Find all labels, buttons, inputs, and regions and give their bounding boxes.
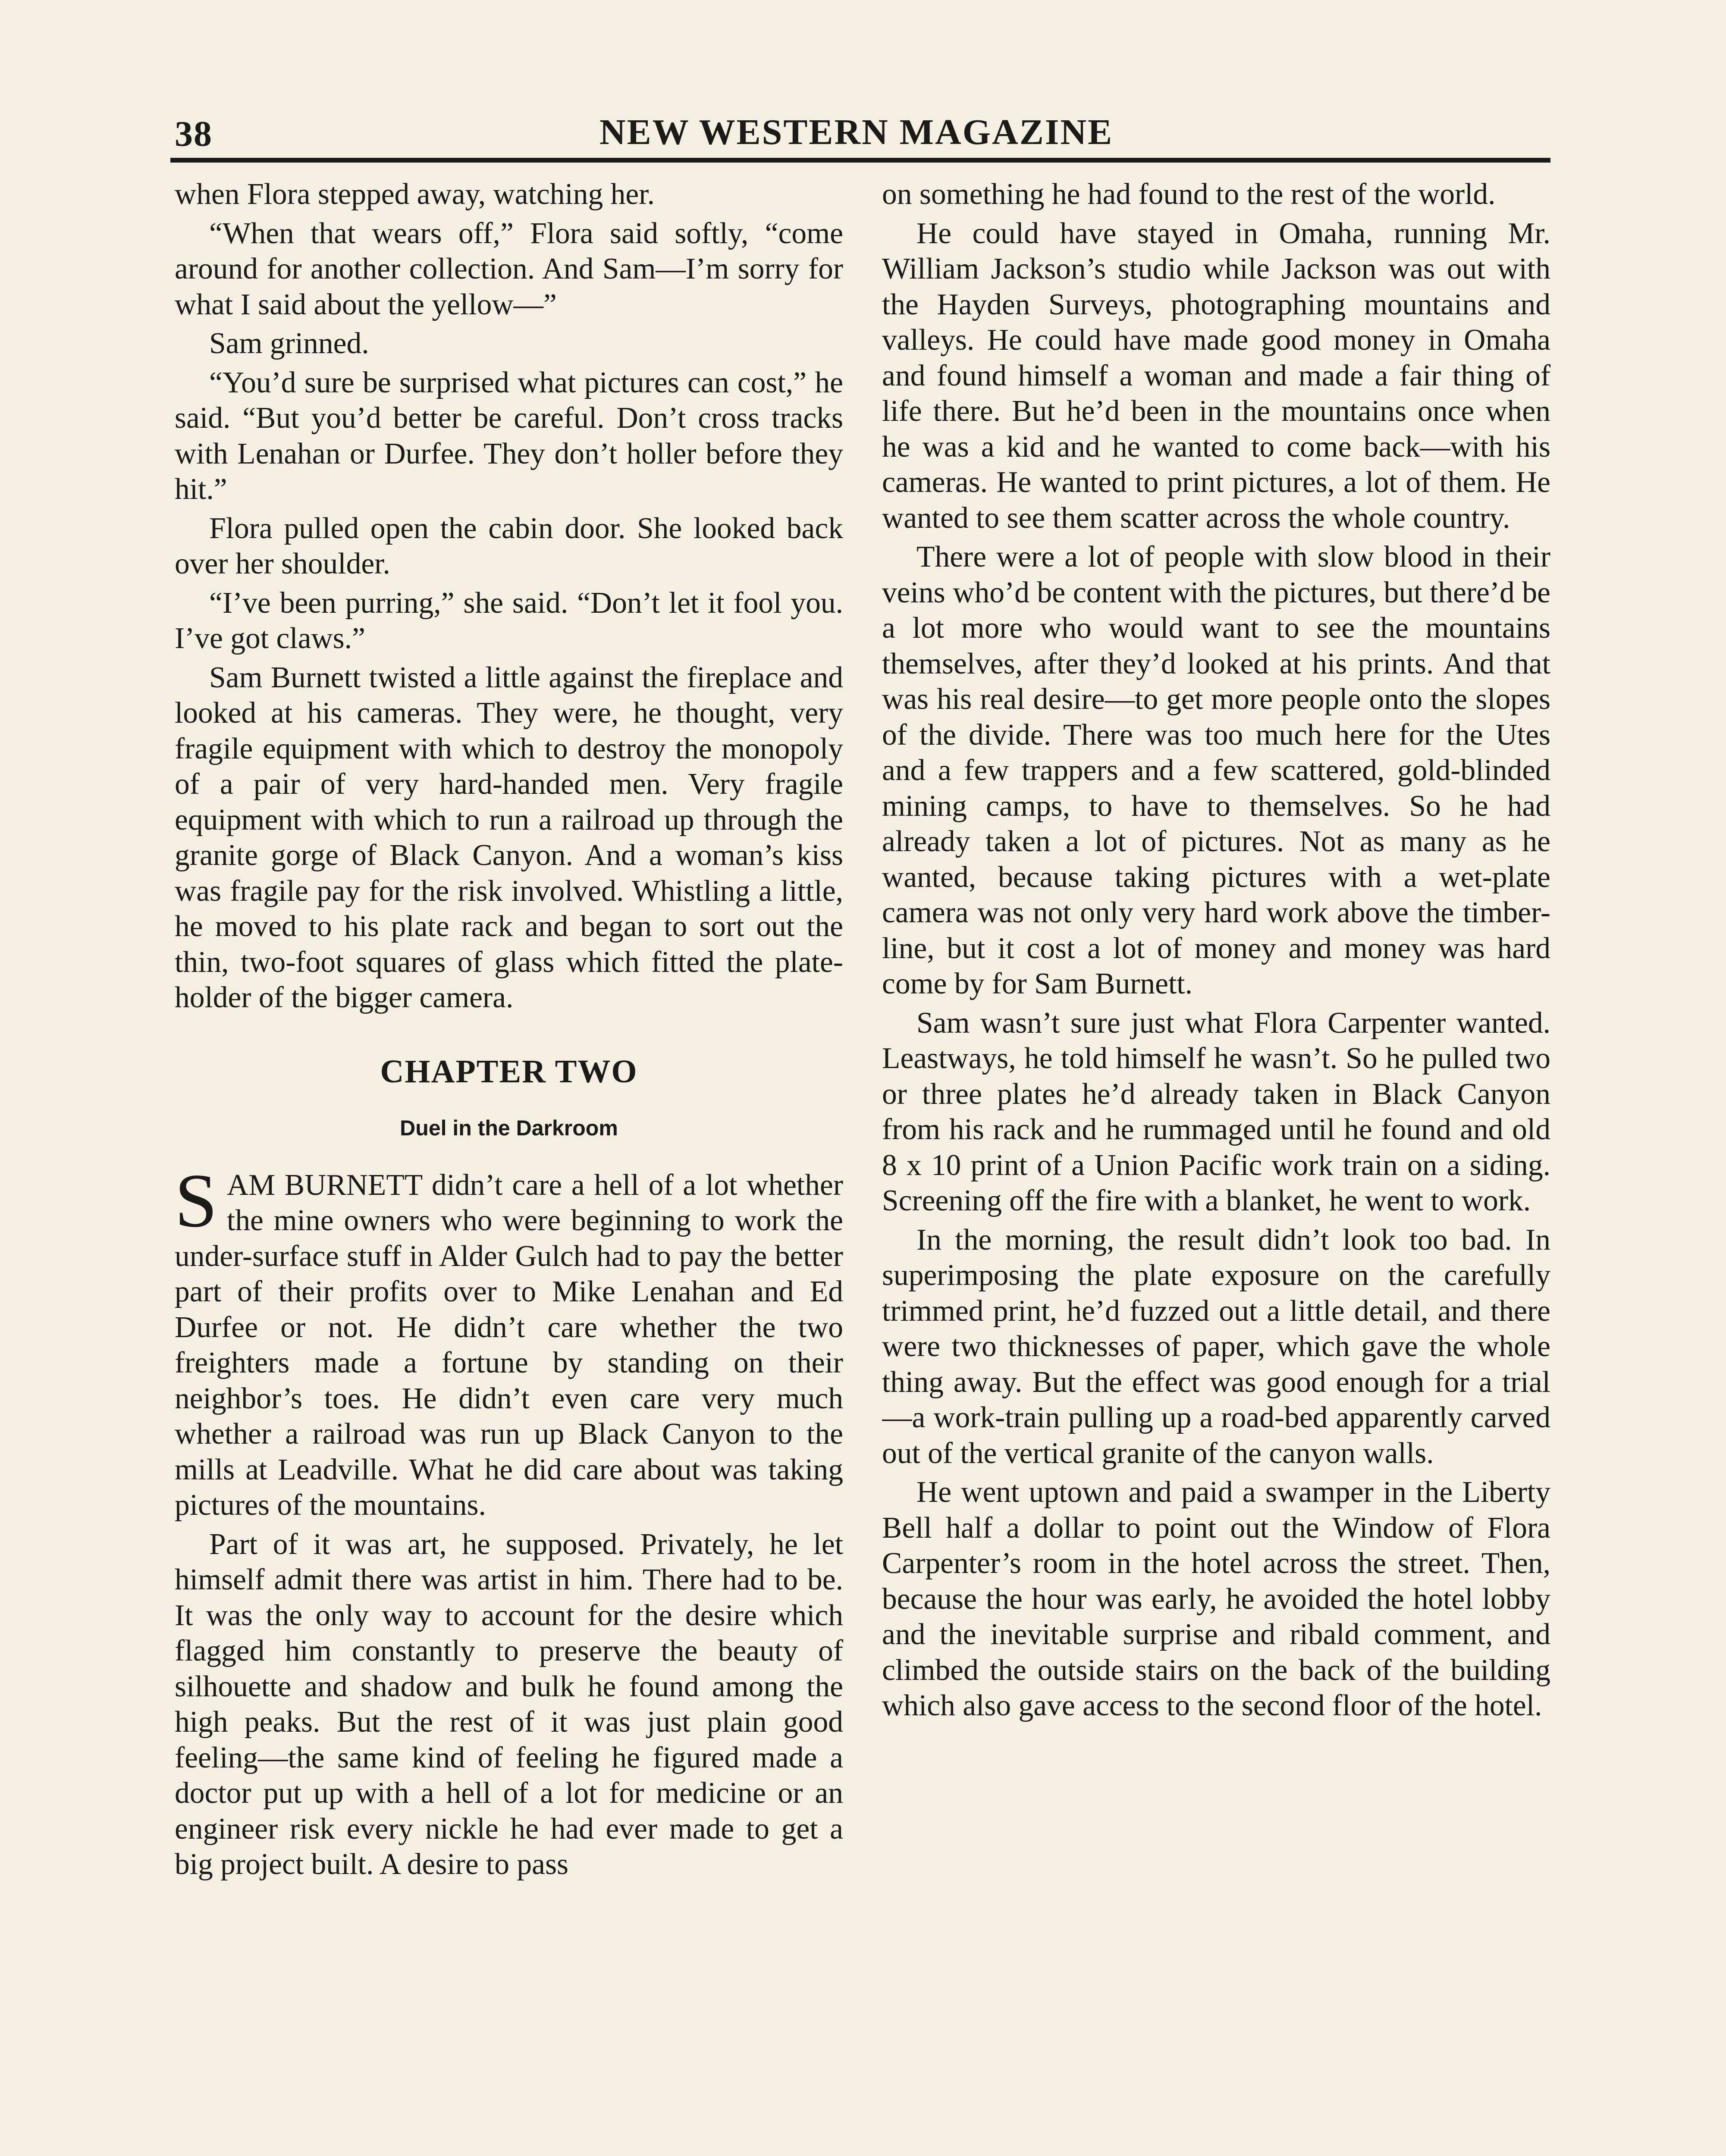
paragraph: There were a lot of people with slow blood in their veins who’d be content with the pictures, but there’d be a lot more who would want to see the mountains themselves, after they’d looked at his prints. And that was his real desire—to get more people onto the slopes of the divide. There was too much here for the Utes and a few trappers and a few scattered, gold-blinded mining camps, to have to themselves. So he had already taken a lot of pictures. Not as many as he wanted, because taking pictures with a wet-plate camera was not only very hard work above the timber-line, but it cost a lot of money and money was hard come by for Sam Burnett. [882, 540, 1550, 1000]
chapter-title: CHAPTER TWO [380, 1053, 638, 1090]
drop-cap: S [175, 1157, 217, 1243]
header-rule [170, 158, 1550, 163]
left-column [175, 177, 843, 2156]
page-number: 38 [175, 114, 213, 154]
paragraph: “I’ve been purring,” she said. “Don’t let it fool you. I’ve got claws.” [175, 586, 843, 655]
paragraph: when Flora stepped away, watching her. [175, 178, 655, 211]
chapter-opening-paragraph [175, 1157, 843, 1523]
paragraph: Sam wasn’t sure just what Flora Carpenter wanted. Leastways, he told himself he wasn’t. So he pulled two or three plates he’d already taken in Black Canyon from his rack and he rummaged until he found and old 8 x 10 print of a Union Pacific work train on a siding. Screening off the fire with a blanket, he went to work. [882, 1006, 1550, 1217]
right-column [882, 177, 1550, 2156]
paragraph: He could have stayed in Omaha, running Mr. William Jackson’s studio while Jackson was out with the Hayden Surveys, photographing mountains and valleys. He could have made good money in Omaha and found himself a woman and made a fair thing of life there. But he’d been in the mountains once when he was a kid and he wanted to come back—with his cameras. He wanted to print pictures, a lot of them. He wanted to see them scatter across the whole country. [882, 216, 1550, 535]
paragraph: In the morning, the result didn’t look too bad. In superimposing the plate exposure on the carefully trimmed print, he’d fuzzed out a little detail, and there were two thicknesses of paper, which gave the whole thing away. But the effect was good enough for a trial—a work-train pulling up a road-bed apparently carved out of the vertical granite of the canyon walls. [882, 1223, 1550, 1470]
paragraph: Flora pulled open the cabin door. She looked back over her shoulder. [175, 511, 843, 580]
chapter-subtitle: Duel in the Darkroom [400, 1116, 618, 1140]
opening-paragraph-text: AM BURNETT didn’t care a hell of a lot whether the mine owners who were beginning to work the under-surface stuff in Alder Gulch had to pay the better part of their profits over to Mike Lenahan and Ed Durfee or not. He didn’t care whether the two freighters made a fortune by standing on their neighbor’s toes. He didn’t even care very much whether a railroad was run up Black Canyon to the mills at Leadville. What he did care about was taking pictures of the mountains. [175, 1168, 843, 1522]
paragraph: He went uptown and paid a swamper in the Liberty Bell half a dollar to point out the Window of Flora Carpenter’s room in the hotel across the street. Then, because the hour was early, he avoided the hotel lobby and the inevitable surprise and ribald comment, and climbed the outside stairs on the back of the building which also gave access to the second floor of the hotel. [882, 1476, 1550, 1722]
paragraph: on something he had found to the rest of the world. [882, 178, 1496, 211]
paragraph: “You’d sure be surprised what pictures can cost,” he said. “But you’d better be careful. Don’t cross tracks with Lenahan or Durfee. They don’t holler before they hit.” [175, 366, 843, 506]
paragraph: Sam Burnett twisted a little against the fireplace and looked at his cameras. They were, he thought, very fragile equipment with which to destroy the monopoly of a pair of very hard-handed men. Very fragile equipment with which to run a railroad up through the granite gorge of Black Canyon. And a woman’s kiss was fragile pay for the risk involved. Whistling a little, he moved to his plate rack and began to sort out the thin, two-foot squares of glass which fitted the plate-holder of the bigger camera. [175, 661, 843, 1014]
paragraph: “When that wears off,” Flora said softly, “come around for another collection. And Sam—I’m sorry for what I said about the yellow—” [175, 216, 843, 321]
running-title: NEW WESTERN MAGAZINE [599, 112, 1114, 152]
paragraph: Sam grinned. [209, 327, 369, 360]
paragraph: Part of it was art, he supposed. Privately, he let himself admit there was artist in him. There had to be. It was the only way to account for the desire which flagged him constantly to preserve the beauty of silhouette and shadow and bulk he found among the high peaks. But the rest of it was just plain good feeling—the same kind of feeling he figured made a doctor put up with a hell of a lot for medicine or an engineer risk every nickle he had ever made to get a big project built. A desire to pass [175, 1527, 843, 1881]
